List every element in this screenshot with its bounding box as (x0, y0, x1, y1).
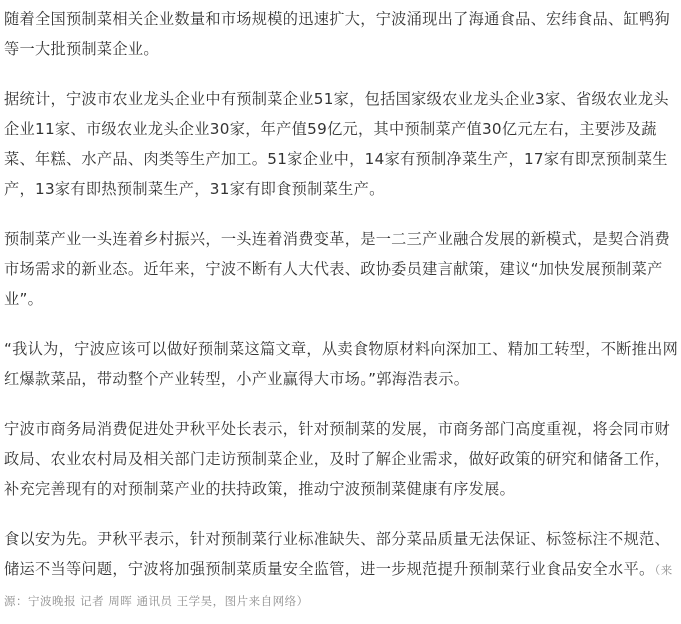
source-note: （来源：宁波晚报 记者 周晖 通讯员 王学昊，图片来自网络） (4, 563, 673, 608)
paragraph-6-text: 食以安为先。尹秋平表示，针对预制菜行业标准缺失、部分菜品质量无法保证、标签标注不规范、储运不当等问题，宁波将加强预制菜质量安全监管，进一步规范提升预制菜行业食品安全水平。 (4, 530, 670, 578)
paragraph-2: 据统计，宁波市农业龙头企业中有预制菜企业51家，包括国家级农业龙头企业3家、省级农业龙头企业11家、市级农业龙头企业30家，年产值59亿元，其中预制菜产值30亿元左右，主要涉及蔬菜、年糕、水产品、肉类等生产加工。51家企业中，14家有预制净菜生产，17家有即烹预制菜生产，13家有即热预制菜生产，31家有即食预制菜生产。 (4, 90, 669, 198)
paragraph-6 (4, 524, 679, 616)
paragraph-3: 预制菜产业一头连着乡村振兴，一头连着消费变革，是一二三产业融合发展的新模式，是契合消费市场需求的新业态。近年来，宁波不断有人大代表、政协委员建言献策，建议“加快发展预制菜产业”。 (4, 230, 670, 308)
paragraph-5: 宁波市商务局消费促进处尹秋平处长表示，针对预制菜的发展，市商务部门高度重视，将会同市财政局、农业农村局及相关部门走访预制菜企业，及时了解企业需求，做好政策的研究和储备工作，补充完善现有的对预制菜产业的扶持政策，推动宁波预制菜健康有序发展。 (4, 420, 670, 498)
paragraph-1: 随着全国预制菜相关企业数量和市场规模的迅速扩大，宁波涌现出了海通食品、宏纬食品、缸鸭狗等一大批预制菜企业。 (4, 10, 670, 58)
paragraph-4: “我认为，宁波应该可以做好预制菜这篇文章，从卖食物原材料向深加工、精加工转型，不断推出网红爆款菜品，带动整个产业转型，小产业赢得大市场。”郭海浩表示。 (4, 340, 679, 388)
article-body (4, 4, 679, 616)
